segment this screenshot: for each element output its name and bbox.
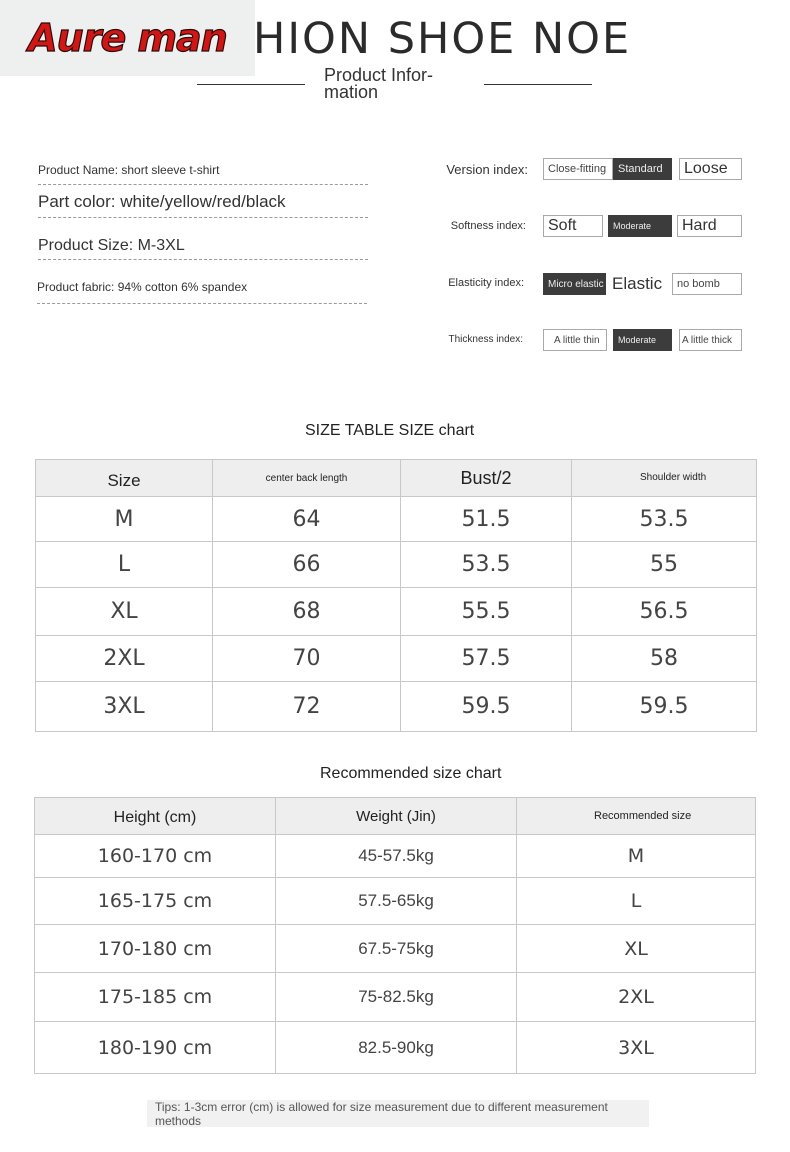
size-cell: XL — [36, 588, 213, 636]
size-cell: L — [36, 542, 213, 588]
length-cell: 70 — [213, 636, 401, 682]
height-cell: 165-175 cm — [35, 878, 276, 925]
product-name: Product Name: short sleeve t-shirt — [38, 163, 368, 185]
divider-left — [197, 84, 305, 85]
length-cell: 64 — [213, 497, 401, 542]
table-row — [35, 835, 756, 878]
bust-cell: 51.5 — [401, 497, 572, 542]
elasticity-option-micro-elastic: Micro elastic — [543, 273, 606, 295]
height-cell: 175-185 cm — [35, 973, 276, 1022]
table-row — [35, 1022, 756, 1074]
brand-logo — [0, 0, 255, 76]
table-row — [35, 878, 756, 925]
recommended-size-cell: L — [517, 878, 756, 925]
size-cell: M — [36, 497, 213, 542]
bust-cell: 53.5 — [401, 542, 572, 588]
weight-cell: 45-57.5kg — [276, 835, 517, 878]
size-cell: 2XL — [36, 636, 213, 682]
shoulder-cell: 56.5 — [572, 588, 757, 636]
weight-cell: 82.5-90kg — [276, 1022, 517, 1074]
header-bust: Bust/2 — [401, 460, 572, 497]
version-index-label: Version index: — [446, 162, 528, 177]
weight-cell: 67.5-75kg — [276, 925, 517, 973]
shoulder-cell: 59.5 — [572, 682, 757, 732]
thickness-index-label: Thickness index: — [448, 334, 523, 345]
bust-cell: 55.5 — [401, 588, 572, 636]
size-table-header — [36, 460, 757, 497]
measurement-tips: Tips: 1-3cm error (cm) is allowed for size measurement due to different measurement methods — [147, 1100, 649, 1127]
version-option-loose: Loose — [679, 158, 742, 180]
section-heading-product-information: Product Infor-mation — [324, 65, 434, 102]
table-row — [36, 588, 757, 636]
table-row — [36, 636, 757, 682]
divider-right — [484, 84, 592, 85]
recommended-table-header — [35, 798, 756, 835]
softness-index-label: Softness index: — [450, 220, 526, 232]
weight-cell: 57.5-65kg — [276, 878, 517, 925]
table-row — [36, 682, 757, 732]
table-row — [35, 925, 756, 973]
weight-cell: 75-82.5kg — [276, 973, 517, 1022]
shoulder-cell: 58 — [572, 636, 757, 682]
length-cell: 68 — [213, 588, 401, 636]
thickness-option-a-little-thick: A little thick — [679, 329, 742, 351]
header-center-back-length: center back length — [213, 460, 401, 497]
table-row — [36, 542, 757, 588]
size-table-title: SIZE TABLE SIZE chart — [305, 422, 475, 439]
elasticity-option-elastic: Elastic — [607, 273, 673, 295]
height-cell: 180-190 cm — [35, 1022, 276, 1074]
length-cell: 66 — [213, 542, 401, 588]
header-size: Size — [36, 460, 213, 497]
thickness-option-moderate: Moderate — [613, 329, 672, 351]
thickness-option-a-little-thin: A little thin — [543, 329, 607, 351]
version-option-close-fitting: Close-fitting — [543, 158, 613, 180]
height-cell: 170-180 cm — [35, 925, 276, 973]
header-shoulder-width: Shoulder width — [572, 460, 757, 497]
size-cell: 3XL — [36, 682, 213, 732]
recommended-size-cell: XL — [517, 925, 756, 973]
softness-option-moderate: Moderate — [608, 215, 672, 237]
elasticity-index-label: Elasticity index: — [448, 277, 524, 289]
recommended-size-cell: 2XL — [517, 973, 756, 1022]
logo-text: Aure man — [28, 16, 227, 60]
recommended-table-title: Recommended size chart — [320, 765, 502, 782]
height-cell: 160-170 cm — [35, 835, 276, 878]
version-option-standard: Standard — [613, 158, 672, 180]
brand-title: HION SHOE NOE — [253, 14, 632, 64]
length-cell: 72 — [213, 682, 401, 732]
header-recommended-size: Recommended size — [517, 798, 756, 835]
shoulder-cell: 53.5 — [572, 497, 757, 542]
header-weight: Weight (Jin) — [276, 798, 517, 835]
bust-cell: 59.5 — [401, 682, 572, 732]
softness-option-soft: Soft — [543, 215, 603, 237]
bust-cell: 57.5 — [401, 636, 572, 682]
product-size: Product Size: M-3XL — [38, 237, 368, 260]
table-row — [35, 973, 756, 1022]
recommended-size-cell: M — [517, 835, 756, 878]
recommended-size-cell: 3XL — [517, 1022, 756, 1074]
elasticity-option-no-bomb: no bomb — [672, 273, 742, 295]
recommended-size-table — [34, 797, 756, 1074]
header-height: Height (cm) — [35, 798, 276, 835]
product-color: Part color: white/yellow/red/black — [38, 192, 368, 218]
shoulder-cell: 55 — [572, 542, 757, 588]
product-fabric: Product fabric: 94% cotton 6% spandex — [37, 280, 367, 304]
table-row — [36, 497, 757, 542]
size-table — [35, 459, 757, 732]
softness-option-hard: Hard — [677, 215, 742, 237]
